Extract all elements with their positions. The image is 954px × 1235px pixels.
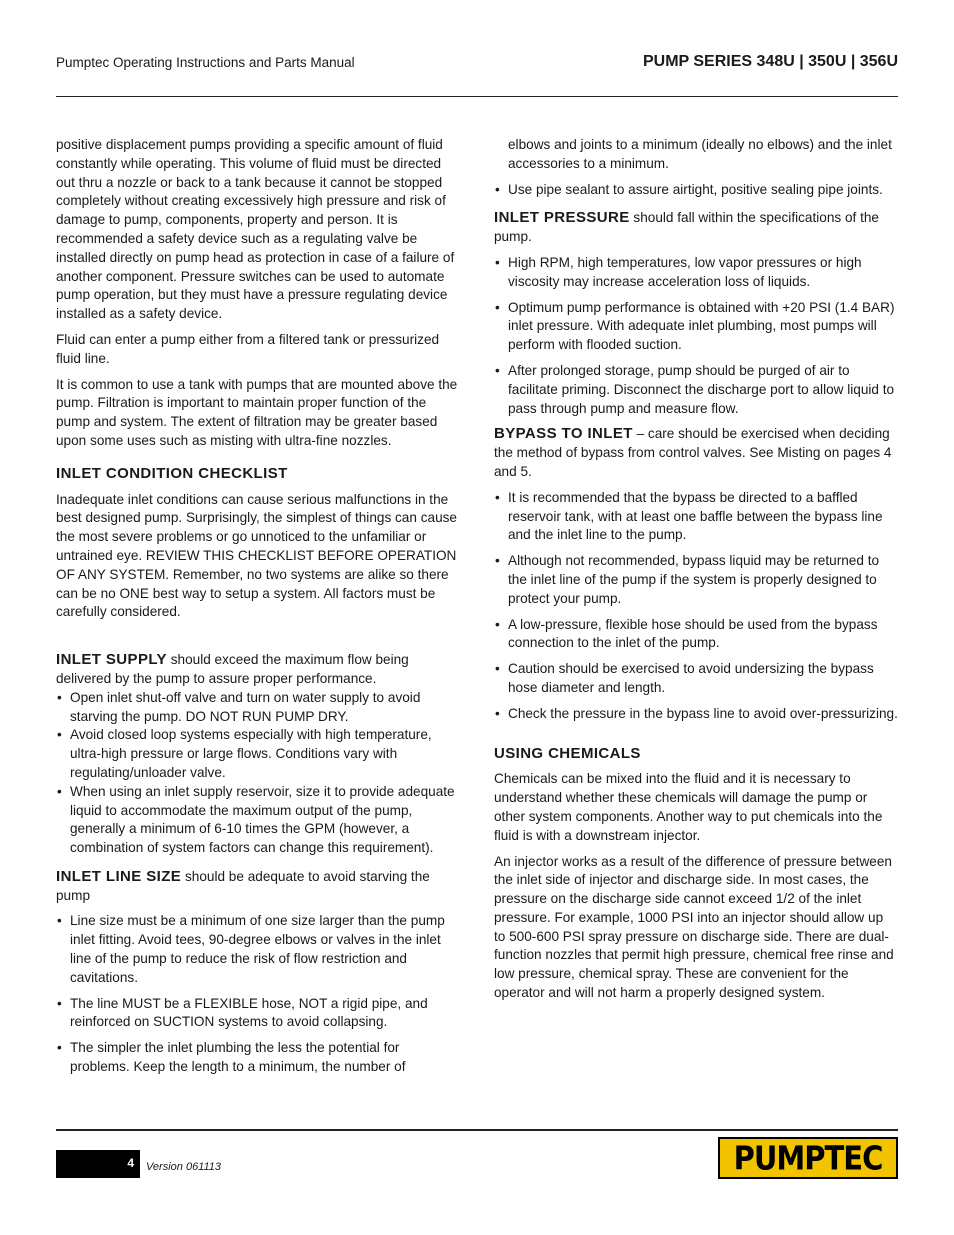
- pump-series-title: PUMP SERIES 348U | 350U | 356U: [643, 53, 898, 70]
- list-item: • Line size must be a minimum of one size larger than the pump inlet fitting. Avoid tees, 90-degree elbows or valves in the inlet line of the pump to reduce the risk of flow restriction and cavitations.: [56, 912, 462, 987]
- inlet-pressure-heading: INLET PRESSURE: [494, 209, 630, 227]
- inlet-line-text: should be adequate to avoid starving the pump: [56, 868, 430, 903]
- inlet-line-list: [56, 912, 462, 1076]
- list-item: • When using an inlet supply reservoir, size it to provide adequate liquid to accommodate the maximum output of the pump, generally a minimum of 6-10 times the GPM (however, a combination of system factors can change this requirement).: [56, 783, 462, 858]
- footer-rule: [56, 1129, 898, 1131]
- list-item: • The line MUST be a FLEXIBLE hose, NOT a rigid pipe, and reinforced on SUCTION systems to avoid collapsing.: [56, 995, 462, 1033]
- list-item: • The simpler the inlet plumbing the less the potential for problems. Keep the length to a minimum, the number of: [56, 1039, 462, 1077]
- spacer: [56, 629, 462, 651]
- bypass-text: – care should be exercised when deciding the method of bypass from control valves. See Misting on pages 4 and 5.: [494, 426, 892, 479]
- inlet-supply-text: should exceed the maximum flow being delivered by the pump to assure proper performance.: [56, 652, 409, 686]
- list-item: • A low-pressure, flexible hose should be used from the bypass connection to the inlet of the pump.: [494, 616, 898, 654]
- bypass-heading: BYPASS TO INLET: [494, 425, 633, 443]
- inlet-supply-paragraph: [56, 651, 462, 689]
- chemicals-paragraph-2: An injector works as a result of the difference of pressure between the inlet side of injector and discharge side. In most cases, the pressure on the discharge side cannot exceed 1/2 of the inlet pressure. For example, 1000 PSI into an injector should allow up to 500-600 PSI spray pressure on discharge side. There are dual-function nozzles that permit high pressure, chemical free rinse and low pressure, chemical spray. These are convenient for the operator and will not harm a properly designed system.: [494, 853, 894, 1001]
- bypass-list: [494, 489, 898, 724]
- continued-text: elbows and joints to a minimum (ideally no elbows) and the inlet accessories to a minimum.: [508, 137, 892, 171]
- right-column: [494, 136, 898, 1010]
- checklist-paragraph: Inadequate inlet conditions can cause serious malfunctions in the best designed pump. Surprisingly, the simplest of things can cause the most severe problems or go unnoticed to the unfamiliar or untrained eye. REVIEW THIS CHECKLIST BEFORE OPERATION OF ANY SYSTEM. Remember, no two systems are alike so there can be no ONE best way to setup a system. All factors must be carefully considered.: [56, 491, 457, 620]
- left-column: [56, 136, 462, 1084]
- page-number-box: [56, 1150, 140, 1178]
- inlet-supply-heading: INLET SUPPLY: [56, 651, 167, 669]
- inlet-pressure-text: should fall within the specifications of the pump.: [494, 210, 879, 245]
- chemicals-paragraph-1: Chemicals can be mixed into the fluid and it is necessary to understand whether these chemicals will damage the pump or other system components. Another way to put chemicals into the fluid is with a downstream injector.: [494, 771, 883, 843]
- inlet-pressure-list: [494, 254, 898, 418]
- chemicals-heading: USING CHEMICALS: [494, 744, 641, 762]
- sealant-list: [494, 181, 898, 200]
- list-item: • Use pipe sealant to assure airtight, positive sealing pipe joints.: [494, 181, 898, 200]
- list-item: • High RPM, high temperatures, low vapor pressures or high viscosity may increase acceleration loss of liquids.: [494, 254, 898, 292]
- inlet-pressure-paragraph: [494, 209, 898, 247]
- checklist-heading: INLET CONDITION CHECKLIST: [56, 464, 288, 482]
- list-item: • After prolonged storage, pump should be purged of air to facilitate priming. Disconnect the discharge port to allow liquid to pass through pump and measure flow.: [494, 362, 898, 418]
- inlet-line-paragraph: [56, 868, 462, 906]
- tank-paragraph: It is common to use a tank with pumps that are mounted above the pump. Filtration is important to maintain proper function of the pump and system. The extent of filtration may be greater based upon some uses such as misting with ultra-fine nozzles.: [56, 376, 458, 448]
- list-item: • Although not recommended, bypass liquid may be returned to the inlet line of the pump if the system is properly designed to protect your pump.: [494, 552, 898, 608]
- version-label: Version 061113: [146, 1161, 222, 1173]
- logo-text: PUMPTEC: [733, 1138, 883, 1178]
- spacer: [494, 731, 898, 745]
- header-rule: [56, 96, 898, 97]
- inlet-supply-list: [56, 689, 462, 858]
- inlet-line-heading: INLET LINE SIZE: [56, 867, 182, 885]
- manual-title: Pumptec Operating Instructions and Parts Manual: [56, 55, 355, 70]
- list-item: • Avoid closed loop systems especially with high temperature, ultra-high pressure or large flows. Conditions vary with regulating/unloader valve.: [56, 726, 462, 782]
- list-item: • It is recommended that the bypass be directed to a baffled reservoir tank, with at least one baffle between the bypass line and the inlet line to the pump.: [494, 489, 898, 545]
- intro-paragraph: positive displacement pumps providing a specific amount of fluid constantly while operating. This volume of fluid must be directed out thru a nozzle or back to a tank because it cannot be stopped completely without creating excessively high pressure and risk of damage to pump, components, property and person. It is recommended a safety device such as a regulating valve be installed directly on pump head as protection in case of a failure of another component. Pressure switches can be used to automate pump operation, but they must have a pressure regulating device installed as a safety device.: [56, 137, 455, 322]
- list-item: • Caution should be exercised to avoid undersizing the bypass hose diameter and length.: [494, 660, 898, 698]
- page-number: 4: [127, 1156, 134, 1170]
- list-item: • Open inlet shut-off valve and turn on water supply to avoid starving the pump. DO NOT RUN PUMP DRY.: [56, 689, 462, 727]
- list-item: • Check the pressure in the bypass line to avoid over-pressurizing.: [494, 705, 898, 724]
- bypass-paragraph: [494, 425, 898, 481]
- list-item: • Optimum pump performance is obtained with +20 PSI (1.4 BAR) inlet pressure. With adequate inlet plumbing, most pumps will perform with flooded suction.: [494, 299, 898, 355]
- fluid-entry-paragraph: Fluid can enter a pump either from a filtered tank or pressurized fluid line.: [56, 331, 440, 366]
- pumptec-logo: [718, 1137, 898, 1179]
